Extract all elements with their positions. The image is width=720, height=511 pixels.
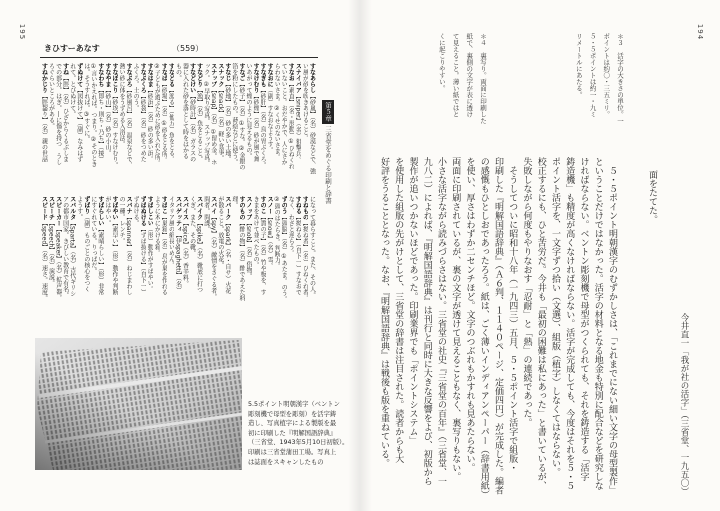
dictionary-headword: スパゲッティ [174, 196, 182, 232]
dictionary-column [294, 196, 301, 334]
body-text-column: ければならない。ベントン彫刻機で母型がつくられても、それを鋳造する「活字 [578, 157, 589, 481]
dictionary-headword: スナイパア [294, 63, 302, 93]
dictionary-column [69, 63, 76, 184]
dictionary-column [132, 63, 139, 184]
dictionary-column [238, 63, 245, 184]
dictionary-definition: アの都市国家。きびしい教育で有名。 [61, 196, 69, 298]
dictionary-definition: 【Sparta】（名）古代ギリシ [68, 220, 76, 297]
dictionary-definition: 【砂肝】（名）鳥の胃ぶくろ。 [259, 87, 267, 168]
chapter-title: 三省堂をめぐる印刷と辞書 [324, 125, 332, 204]
dictionary-column [111, 196, 118, 334]
dictionary-definition: 熱い砂に体をうずめる入浴法。 [118, 63, 126, 147]
dictionary-headword: すね [61, 63, 69, 75]
dictionary-column [90, 63, 97, 184]
dictionary-definition: もの。 [174, 63, 182, 81]
dictionary-headword: すなご [237, 63, 245, 81]
body-text-column: を使い、厚さはわずか二センチほど。文字のつぶれもかすれも見あたらない。 [464, 157, 475, 472]
body-text-column: の感慨もひとしおであったろう。紙は、ごく薄いインディアンペーパー（辞書用紙） [478, 157, 489, 499]
dictionary-headword: すねかじり [40, 63, 48, 93]
dictionary-definition: 【素直】（名・形動）①ひねくれ [287, 81, 295, 169]
chapter-tab [322, 100, 334, 208]
dictionary-photo [35, 338, 242, 470]
photo-caption-line: （三省堂、1943年5月10日初版）。 [248, 439, 348, 447]
dictionary-definition: にすぐれている。りっぱだ。 [89, 196, 97, 274]
dictionary-headword: すなぼこり [111, 63, 119, 93]
dictionary-definition: 【砂山】（名）砂の小山。 [103, 87, 111, 156]
dictionary-column [287, 63, 294, 184]
dictionary-headword: スノー [266, 196, 274, 214]
dictionary-definition: 【snow】（名）雪。 [266, 214, 274, 269]
dictionary-column [280, 196, 287, 334]
dictionary-column [83, 196, 90, 334]
dictionary-headword: すなぶくろ [139, 63, 147, 93]
dictionary-headword: スピーチ [47, 196, 55, 220]
dictionary-headword: すなお [287, 63, 295, 81]
dictionary-headword: スピーカー [54, 196, 62, 226]
dictionary-definition: 【砂風呂】（名）温泉などで、 [125, 87, 133, 168]
dictionary-column [139, 63, 146, 184]
dictionary-headword: スノッブ [245, 196, 253, 220]
left-page-number: 195 [18, 23, 27, 41]
photo-caption-line: 彫刻機で母型を彫刻）を活字鋳 [248, 410, 337, 418]
dictionary-definition: 【漁】（名）魚をとること。 [195, 87, 203, 162]
body-text-column: 製作が追いつかないほどであった。印刷業界でも「ポイントシステム」 [407, 157, 418, 445]
dictionary-definition: 【speech】（名）演説。 [47, 220, 55, 287]
dictionary-definition: 【即ち・則ち・乃ち】（接） [96, 87, 104, 162]
dictionary-headword: すなやま [103, 63, 111, 87]
dictionary-column [139, 196, 146, 334]
footnote-line: ＊４ 裏写り。両面に印刷した [479, 33, 487, 124]
dictionary-headword: すなどる [167, 63, 175, 87]
dictionary-headword: すのもの [237, 196, 245, 220]
photo-caption-line: 造し、写真植字による製版を最 [248, 420, 337, 428]
dictionary-column [160, 63, 167, 184]
dictionary-column [224, 196, 231, 334]
dictionary-column [48, 63, 55, 184]
dictionary-definition: なく、わざと逆らう。 [287, 196, 295, 256]
dictionary-definition: ろぐらいところがある。 [47, 63, 55, 129]
body-text-column: 校正するにも、ひと苦労だ。今井も「最初の困難は私にあった」と書いているが、 [535, 157, 546, 490]
dictionary-definition: 【砂煙】（名）砂が風で舞 [252, 93, 260, 162]
dictionary-definition: 【speed】（名）速さ。速度。 [40, 220, 48, 302]
dictionary-column [301, 196, 308, 334]
dictionary-headword: すなどけい [188, 63, 196, 93]
dictionary-column [118, 196, 125, 334]
dictionary-definition: 【砂浜】（名）砂の多い浜。 [146, 87, 154, 162]
dictionary-definition: 【拗ねる】（自下一）すなおで [294, 214, 302, 295]
dictionary-headword: すなわち [96, 63, 104, 87]
dictionary-definition: ふくろ。土のう。 [132, 63, 140, 111]
body-text-column: 九八二）によれば、『明解国語辞典』は刊行と同時に大きな反響をよび、初版から [421, 157, 432, 486]
footnote-line: リメートルにあたる。 [574, 33, 583, 98]
photo-caption [248, 400, 348, 467]
dictionary-definition: での部分。はぎ。―に傷を持つ うし [54, 63, 62, 165]
dictionary-definition: 【砂子】（名）①すな。②金銀の [237, 81, 245, 170]
dictionary-definition: 【spanner】（名）ねじまわし [125, 214, 133, 296]
dictionary-column [196, 196, 203, 334]
photo-shadow [35, 338, 242, 470]
dictionary-headword: すなおに [266, 63, 274, 87]
dictionary-definition: ①言いかえれば。つまり。②そのとき [89, 63, 97, 167]
dictionary-column [210, 196, 217, 334]
dictionary-column [252, 196, 259, 334]
dictionary-definition: 間者。間諜。 [202, 196, 210, 232]
dictionary-column [175, 196, 182, 334]
footnote-line: 紙で、裏側の文字が表に透け [465, 33, 474, 118]
dictionary-column [111, 63, 118, 184]
right-page-number: 194 [696, 23, 705, 41]
body-text-column: 好評をうることとなった。なお、『明解国語辞典』は戦後も版を重ねている。 [379, 157, 389, 468]
dictionary-column [55, 63, 62, 184]
dictionary-definition: になって暮らすこと。また、その人。 [308, 196, 316, 298]
dictionary-headword: すばらしい [96, 196, 104, 226]
dictionary-headword: すねもの [301, 196, 309, 220]
dictionary-column [189, 63, 196, 184]
dictionary-definition: 【speaker】（名）拡声器。 [54, 226, 62, 301]
dictionary-column [231, 63, 238, 184]
dictionary-definition: 【砂場】（名）①砂をとる所。 [160, 81, 168, 163]
dictionary-column [97, 63, 104, 184]
dictionary-column [210, 63, 217, 184]
dictionary-definition: は。そうすれば。③すぐに。 [82, 63, 90, 142]
dictionary-headword: スナップ [209, 63, 217, 87]
dictionary-column [259, 63, 266, 184]
dictionary-headword: すねる [294, 196, 302, 214]
dictionary-column [146, 63, 153, 184]
dictionary-column [146, 196, 153, 334]
body-text-column: 失敗しながら何度もやりなおす「忍耐」と「熱」の連続であった。 [521, 157, 532, 427]
dictionary-definition: 【砂埃】（名）すなけむり。 [111, 93, 119, 168]
dictionary-definition: の一種。レンチ。 [118, 196, 126, 244]
dictionary-column [217, 196, 224, 334]
body-text-column: ５・５ポイント明朝漢字のむずかしさは、「これまでにない細い文字の母型製作」 [607, 157, 617, 495]
dictionary-column [252, 63, 259, 184]
dictionary-headword: スパイク [195, 196, 203, 220]
dictionary-definition: 【ずば抜ける】（自下一） [139, 226, 147, 295]
dictionary-page-number: （559） [172, 44, 204, 53]
dictionary-definition: 【簀の子】（名）竹や板を、す [259, 214, 267, 295]
dictionary-headword: すなどり [195, 63, 203, 87]
photo-caption-line: 印刷は三省堂蒲田工場。写真上 [248, 448, 337, 456]
dictionary-definition: くぎ。また、その靴。 [188, 196, 196, 256]
dictionary-definition: 【漁る】（他五）魚をとる。 [167, 87, 175, 162]
dictionary-definition: ②子どもが遊ぶために砂を入れた所。 [153, 63, 161, 166]
dictionary-headword: ずばぬける [139, 196, 147, 226]
footnote-line: て見えること。薄い紙ではと [451, 33, 460, 118]
dictionary-definition: 【砂時計】（名）ガラスの [188, 93, 196, 162]
dictionary-definition: イタリア風の細長いめん。 [167, 196, 175, 268]
dictionary-definition: 【砂袋】（名）砂をつめた [139, 93, 147, 162]
dictionary-column [266, 63, 273, 184]
dictionary-column [41, 63, 48, 184]
dictionary-headword: スパナ [125, 196, 133, 214]
dictionary-definition: 【素晴らしい】（形）非常 [96, 226, 104, 295]
dictionary-column [118, 63, 125, 184]
dictionary-column [175, 63, 182, 184]
dictionary-definition: 器に入れた砂を落として時をはかる [181, 63, 189, 159]
dictionary-definition: れて。とびぬけて。 [68, 63, 76, 117]
dictionary-column [273, 63, 280, 184]
dictionary-column [83, 63, 90, 184]
dictionary-column [76, 63, 83, 184]
dictionary-column [125, 63, 132, 184]
dictionary-definition: が散ること。放電の火花。 [216, 196, 224, 268]
dictionary-column [104, 196, 111, 334]
body-text-column: ポイント活字を、一文字ずつ拾い（文選）、組版（植字）しなくてはならない。 [550, 157, 560, 477]
footnote-line: ＊３ 活字の大きさの単位。一 [616, 33, 624, 124]
dictionary-column [182, 63, 189, 184]
dictionary-headword: すばこ [160, 196, 168, 214]
dictionary-header-rule [40, 57, 318, 58]
body-text-column: 印刷した『明解国語辞典』（Ａ６判、１１４０ページ、定価四円）が完成した。編者 [493, 157, 503, 495]
dictionary-definition: 【spy】（名）敵情をさぐる者。 [209, 214, 217, 300]
body-text-column: 両面に印刷されているが、裏の文字が透けて見えることもなく、裏写りもない。 [450, 157, 461, 481]
dictionary-column [153, 196, 160, 334]
dictionary-column [266, 196, 273, 334]
dictionary-column [167, 196, 174, 334]
dictionary-definition: 【砂嵐】（名）砂漠などで、強 [308, 93, 316, 174]
dictionary-column [273, 196, 280, 334]
dictionary-definition: 【巣箱】（名）鳥が巣を作れる [160, 214, 168, 295]
dictionary-column [309, 196, 316, 334]
dictionary-definition: ずぬける。 [132, 196, 140, 226]
dictionary-definition: （副）ものごとの核心をつく [82, 214, 90, 292]
dictionary-column [153, 63, 160, 184]
dictionary-definition: がはやい。 [103, 196, 111, 226]
dictionary-column [104, 63, 111, 184]
dictionary-definition: 【酢の物】（名）酢であえた料 [237, 220, 245, 301]
dictionary-headword: すなあらし [308, 63, 316, 93]
dictionary-headword: スピード [40, 196, 48, 220]
dictionary-column [97, 196, 104, 334]
dictionary-headword: すのこ [259, 196, 267, 214]
dictionary-definition: 【sniper】（名）狙撃兵。 [294, 93, 302, 163]
dictionary-column [294, 63, 301, 184]
dictionary-definition: 【素早い】（形）動作や判断 [111, 220, 119, 295]
dictionary-headword: スパルタ [68, 196, 76, 220]
dictionary-headword: すなけむり [252, 63, 260, 93]
dictionary-column [90, 196, 97, 334]
dictionary-definition: 理。 [230, 196, 238, 208]
dictionary-column [167, 63, 174, 184]
dictionary-headword: すばしこい [146, 196, 154, 226]
dictionary-headword: ずばり [82, 196, 90, 214]
dictionary-headword: スパーク [223, 196, 231, 220]
chapter-number: 第５章 [324, 102, 332, 122]
dictionary-definition: らわないさま。②くせのないさま。 [273, 63, 281, 160]
footnote-line: ポイントは約〇・三五ミリ。 [602, 33, 611, 118]
book-gutter [348, 0, 372, 511]
photo-caption-line: 5.5ポイント明朝漢字（ベントン [248, 401, 340, 408]
body-text-column: を使用した組版の先がけとして、三省堂の辞書は注目された。読者からも大 [393, 157, 404, 463]
dictionary-definition: 【脛】（名）ひざからくるぶしま [61, 75, 69, 162]
dictionary-headword: すなぎも [259, 63, 267, 87]
quote-citation: 今井直一「我が社の活字」（三省堂、一九五〇） [679, 313, 689, 496]
dictionary-headword: すなぶろ [125, 63, 133, 87]
body-text-column: 小さな活字ながら読みづらさはない。三省堂の社史『三省堂の百年』（三省堂、一 [436, 157, 446, 486]
dictionary-column [245, 196, 252, 334]
dictionary-headword: ずのう [280, 196, 288, 214]
dictionary-column [287, 196, 294, 334]
dictionary-column [280, 63, 287, 184]
dictionary-definition: 【図抜けて】（副）なみはず [75, 87, 83, 162]
quote-ending: 面をたてた。 [647, 170, 657, 224]
dictionary-headword: すばやい [111, 196, 119, 220]
dictionary-column [203, 63, 210, 184]
dictionary-column [69, 196, 76, 334]
dictionary-column [238, 196, 245, 334]
dictionary-column [125, 196, 132, 334]
photo-caption-line: 初に印刷した『明解国語辞典』 [248, 429, 337, 437]
dictionary-column [132, 196, 139, 334]
body-text-column: 鋳造機」も精度が高くなければならない。活字が完成しても、今度はそれを５・５ [564, 157, 575, 490]
dictionary-column [309, 63, 316, 184]
dictionary-column [301, 63, 308, 184]
dictionary-column [259, 196, 266, 334]
dictionary-definition: 【spike】（名）靴底に打つ [195, 220, 203, 293]
dictionary-definition: きまをあけて並べたもの。 [252, 196, 260, 268]
dictionary-definition: 【spark】（名・自サ）火花 [223, 220, 231, 294]
dictionary-headword: スナック [216, 63, 224, 87]
dictionary-headword: ずぬけて [75, 63, 83, 87]
photo-caption-line: は誌面をスキャンしたもの [248, 458, 324, 466]
footnote-line: ５・５ポイントは約一・九ミ [588, 33, 597, 118]
dictionary-column [224, 63, 231, 184]
dictionary-headword: スパイ [209, 196, 217, 214]
dictionary-definition: 【頭脳】（名）①あたま。のう。 [280, 214, 288, 302]
dictionary-column [231, 196, 238, 334]
footnote-line: くに起こりやすい。 [437, 33, 446, 92]
dictionary-column [217, 63, 224, 184]
dictionary-definition: 【砂地】（名）砂の多い土地。 [223, 81, 231, 162]
dictionary-definition: 【snack】（名）軽い食事。 [216, 87, 224, 162]
dictionary-definition: ック。②早取り写真。スナップ写真。 [202, 63, 210, 166]
dictionary-definition: いあがって煙のように見えるもの。 [245, 63, 253, 159]
dictionary-column [55, 196, 62, 334]
dictionary-headword: すなじ [223, 63, 231, 81]
dictionary-definition: ていないこと。おだやかで、人にさか [280, 63, 288, 165]
dictionary-definition: （副）すなおなようす。 [266, 87, 274, 153]
body-text-column: ということだけではなかった。活字の材料となる地金も特別に配合などを研究しな [592, 157, 603, 490]
dictionary-definition: ように木にかける箱。 [153, 196, 161, 256]
dictionary-definition: ②頭のはたらき。判断力。 [273, 196, 281, 269]
dictionary-column [48, 196, 55, 334]
dictionary-column [41, 196, 48, 334]
dictionary-column [62, 63, 69, 184]
dictionary-definition: ようす。 [75, 196, 83, 220]
dictionary-column [76, 196, 83, 334]
dictionary-headword: すなば [160, 63, 168, 81]
dictionary-column [245, 63, 252, 184]
dictionary-definition: 【spice】（名）香辛料。 [181, 220, 189, 287]
dictionary-column [182, 196, 189, 334]
dictionary-headword: すなはま [146, 63, 154, 87]
dictionary-headword: スパイス [181, 196, 189, 220]
dictionary-definition: 【snob】（名）俗物。 [245, 220, 253, 280]
dictionary-running-head: きひすーあなす [44, 44, 100, 53]
dictionary-definition: 【脛齧り】（名）親の世話 [40, 93, 48, 162]
dictionary-definition: 箔を粉にしたもの。蒔絵などに使う。 [230, 63, 238, 165]
dictionary-definition: 【伊spaghetti】（名） [174, 232, 182, 294]
dictionary-definition: い風が砂を吹きあげること。 [301, 63, 309, 141]
dictionary-column [160, 196, 167, 334]
dictionary-column [189, 196, 196, 334]
dictionary-definition: 【拗ね者】（名）ひねくれ者。 [301, 220, 309, 301]
dictionary-column [196, 63, 203, 184]
dictionary-column [62, 196, 69, 334]
dictionary-definition: （形）動作がすばやい。 [146, 226, 154, 292]
dictionary-definition: 【snap】（名）①留め金。ホ [209, 87, 217, 166]
body-text-column: そうしてついに昭和十八年（一九四三）五月、５・５ポイント活字で組版・ [507, 157, 518, 472]
dictionary-column [203, 196, 210, 334]
